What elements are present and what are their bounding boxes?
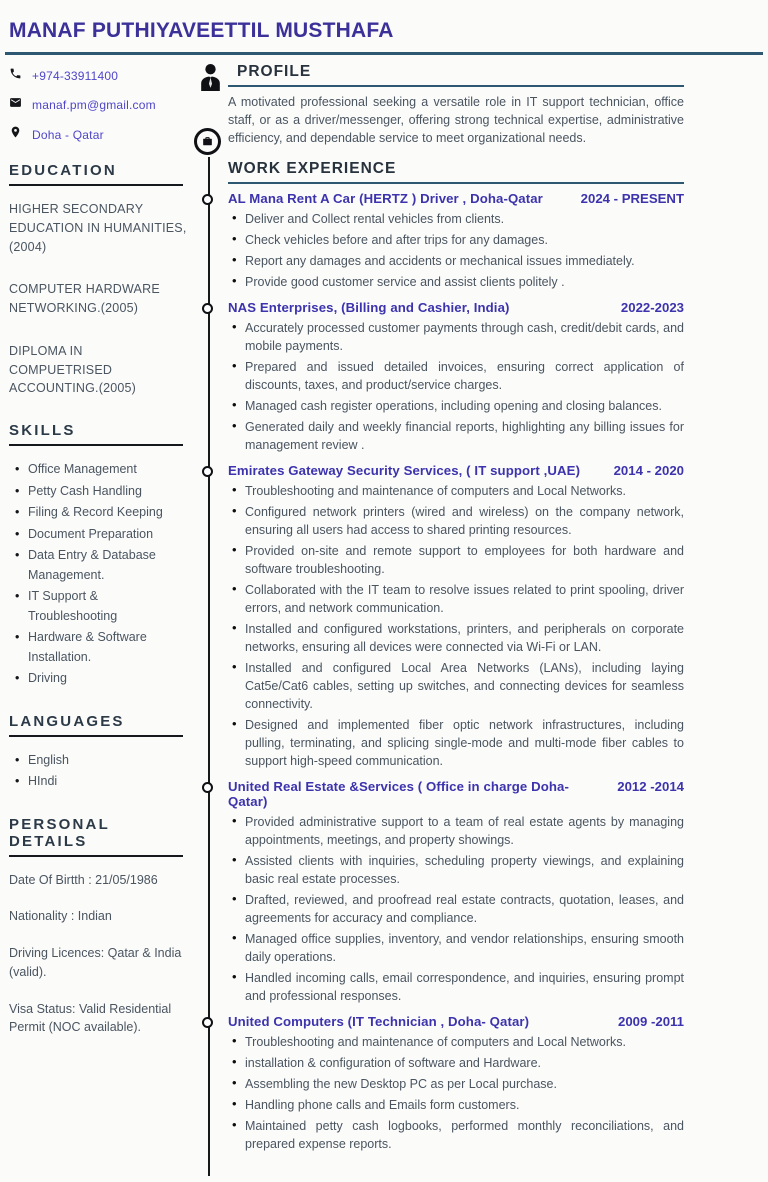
profile-text: A motivated professional seeking a versatile role in IT support technician, office staff, or as a driver/messenger, offering strong technical expertise, administrative efficiency, and dependable service to meet organizational needs. [228,95,684,145]
content-columns [0,55,768,1182]
job-bullet: • Maintained petty cash logbooks, performed monthly reconciliations, and prepared expense reports. [245,1117,684,1153]
phone-number: +974-33911400 [32,69,119,83]
job-bullet: • Generated daily and weekly financial reports, highlighting any billing issues for management review . [245,418,684,454]
skill-item: • Data Entry & Database Management. [28,546,188,585]
job-bullet: • Assembling the new Desktop PC as per Local purchase. [245,1075,684,1093]
job-header [228,779,684,809]
job-bullet-list [228,482,684,770]
job-entry [228,463,684,770]
job-bullet: • Managed cash register operations, including opening and closing balances. [245,397,684,415]
job-bullet: • Managed office supplies, inventory, and vendor relationships, ensuring smooth daily operations. [245,930,684,966]
language-item: • HIndi [28,772,188,792]
languages-heading: LANGUAGES [9,713,183,737]
skill-item: • Document Preparation [28,525,188,545]
job-title: United Computers (IT Technician , Doha- Qatar) [228,1013,530,1029]
job-entry [228,779,684,1005]
email-address: manaf.pm@gmail.com [32,98,156,112]
job-title: AL Mana Rent A Car (HERTZ ) Driver , Doha-Qatar [228,190,543,206]
skills-heading: SKILLS [9,422,183,446]
job-bullet: • Troubleshooting and maintenance of computers and Local Networks. [245,482,684,500]
job-title: United Real Estate &Services ( Office in charge Doha- Qatar) [228,778,569,809]
location-pin-icon [9,125,22,144]
profile-heading: PROFILE [228,63,684,87]
email-icon [9,96,22,114]
job-bullet: • Installed and configured Local Area Networks (LANs), including laying Cat5e/Cat6 cables, setting up switches, and connecting devices for seamless connectivity. [245,659,684,713]
job-bullet: • Prepared and issued detailed invoices, ensuring correct application of discounts, taxes, and product/service charges. [245,358,684,394]
contact-phone-row [9,67,188,85]
job-bullet: • Collaborated with the IT team to resolve issues related to print spooling, driver errors, and network communication. [245,581,684,617]
person-icon [198,63,223,97]
education-item: COMPUTER HARDWARE NETWORKING.(2005) [9,282,160,315]
language-item: • English [28,751,188,771]
job-bullet: • Handling phone calls and Emails form customers. [245,1096,684,1114]
personal-detail-item: Driving Licences: Qatar & India (valid). [9,946,182,979]
personal-details-heading: PERSONAL DETAILS [9,816,183,857]
education-item: HIGHER SECONDARY EDUCATION IN HUMANITIES, (2004) [9,202,187,254]
skill-item: • Hardware & Software Installation. [28,628,188,667]
contact-email-row [9,96,188,114]
job-header [228,191,684,206]
skills-list [9,460,188,689]
work-experience-header [228,160,684,184]
job-entry [228,1014,684,1153]
briefcase-icon [194,128,221,155]
job-dates: 2024 - PRESENT [580,190,684,206]
skill-item: • Petty Cash Handling [28,482,188,502]
job-dates: 2022-2023 [620,299,684,315]
work-experience-timeline [228,191,684,1153]
job-bullet: • installation & configuration of software and Hardware. [245,1054,684,1072]
job-title: Emirates Gateway Security Services, ( IT support ,UAE) [228,462,581,478]
personal-detail-item: Visa Status: Valid Residential Permit (NOC available). [9,1001,172,1035]
skill-item: • Office Management [28,460,188,480]
job-entry [228,300,684,454]
main-column [196,55,768,1182]
education-list [9,200,188,398]
skill-item: • IT Support & Troubleshooting [28,587,188,626]
job-bullet: • Troubleshooting and maintenance of computers and Local Networks. [245,1033,684,1051]
job-bullet: • Drafted, reviewed, and proofread real estate contracts, quotation, leases, and agreements for accuracy and compliance. [245,891,684,927]
job-bullet: • Deliver and Collect rental vehicles from clients. [245,210,684,228]
personal-detail-item: Date Of Birtth : 21/05/1986 [9,872,158,887]
job-entry [228,191,684,291]
phone-icon [9,67,22,85]
job-bullet: • Configured network printers (wired and wireless) on the company network, ensuring all users had access to shared printing resources. [245,503,684,539]
personal-details-list [9,871,188,1038]
job-bullet-list [228,210,684,291]
skill-item: • Filing & Record Keeping [28,503,188,523]
contact-location-row [9,125,188,144]
job-bullet: • Accurately processed customer payments through cash, credit/debit cards, and mobile payments. [245,319,684,355]
job-dates: 2009 -2011 [617,1013,684,1029]
job-bullet-list [228,319,684,454]
candidate-name: MANAF PUTHIYAVEETTIL MUSTHAFA [9,19,394,42]
job-bullet: • Check vehicles before and after trips for any damages. [245,231,684,249]
work-experience-heading: WORK EXPERIENCE [228,160,684,184]
languages-list [9,751,188,792]
job-bullet-list [228,813,684,1005]
job-bullet: • Handled incoming calls, email correspondence, and inquiries, ensuring prompt and professional responses. [245,969,684,1005]
job-bullet: • Designed and implemented fiber optic network infrastructures, including pulling, terminating, and splicing single-mode and multi-mode fiber cables to support high-speed communication. [245,716,684,770]
job-header [228,300,684,315]
job-bullet: • Provided administrative support to a team of real estate agents by managing appointments, meetings, and property showings. [245,813,684,849]
job-header [228,1014,684,1029]
education-heading: EDUCATION [9,162,183,186]
skill-item: • Driving [28,669,188,689]
education-item: DIPLOMA IN COMPUETRISED ACCOUNTING.(2005) [9,343,137,396]
personal-detail-item: Nationality : Indian [9,909,112,924]
job-bullet: • Provided on-site and remote support to employees for both hardware and software troubleshooting. [245,542,684,578]
location-text: Doha - Qatar [32,127,104,142]
job-bullet: • Installed and configured workstations, printers, and peripherals on corporate networks, ensuring all devices were connected via Wi-Fi or LAN. [245,620,684,656]
job-bullet-list [228,1033,684,1153]
sidebar [0,55,196,1055]
job-bullet: • Assisted clients with inquiries, scheduling property viewings, and explaining basic real estate processes. [245,852,684,888]
job-bullet: • Report any damages and accidents or mechanical issues immediately. [245,252,684,270]
job-title: NAS Enterprises, (Billing and Cashier, India) [228,299,510,315]
job-dates: 2014 - 2020 [613,462,684,478]
job-bullet: • Provide good customer service and assist clients politely . [245,273,684,291]
job-header [228,463,684,478]
job-dates: 2012 -2014 [617,778,684,794]
